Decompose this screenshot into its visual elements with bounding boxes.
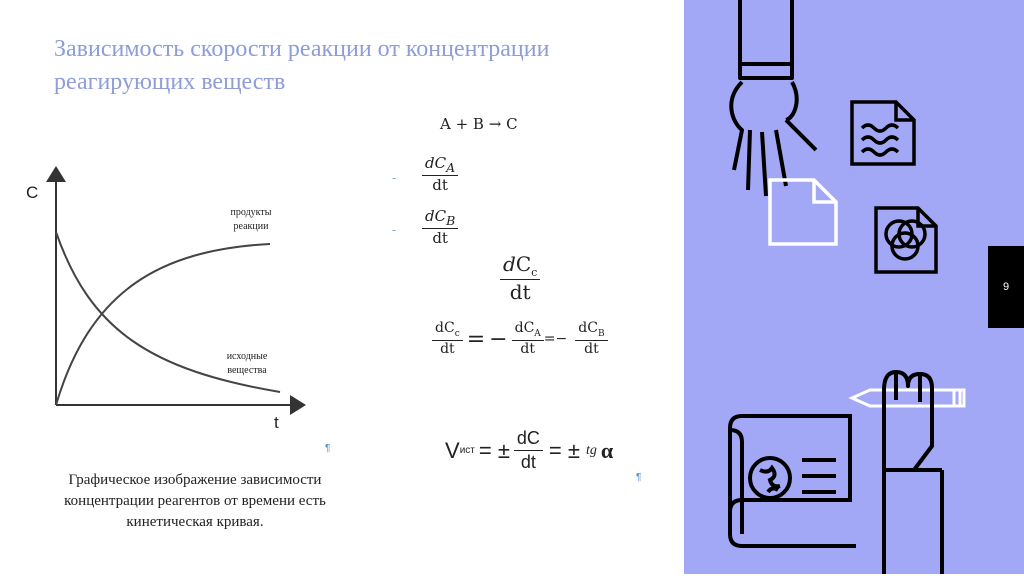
rate-equality: $\frac{dC_c}{dt}$ = − $\frac{dC_A}{dt}$ = − $\frac{dC_B}{dt}$ [432,320,608,358]
globe-scroll-icon [730,416,856,546]
minus-sign: - [392,222,397,237]
rate-c-fraction: $\frac{dC_c}{dt}$ [500,252,540,305]
paper-scroll-icon [852,102,914,164]
label-products: продукты реакции [230,207,272,232]
slide-title: Зависимость скорости реакции от концентрации реагирующих веществ [54,36,550,95]
minus-sign: - [392,170,397,185]
true-rate-formula: V ист = ± $\frac{dC}{dt}$ = ± tg α [445,428,614,472]
page-number: 9 [988,246,1024,328]
kinetic-curve-graph [20,160,320,440]
rate-a-fraction: $\frac{dC_A}{dt}$ [422,154,458,195]
pencil-icon [852,390,964,406]
fist-icon [884,372,942,574]
venn-document-icon [876,208,936,272]
caption: Графическое изображение зависимости концентрации реагентов от времени есть кинетическая кривая. [64,472,326,530]
reaction-equation: A + B → C [440,115,518,133]
hand-icon [731,0,816,196]
illustration [684,0,1024,574]
document-icon [770,180,836,244]
paragraph-mark: ¶ [325,443,331,454]
paragraph-mark: ¶ [636,472,642,483]
decorative-panel [684,0,1024,574]
rate-b-fraction: $\frac{dC_B}{dt}$ [422,207,458,248]
y-axis-label: C [26,183,39,202]
x-axis-label: t [274,413,279,432]
label-reagents: исходные вещества [226,351,268,376]
